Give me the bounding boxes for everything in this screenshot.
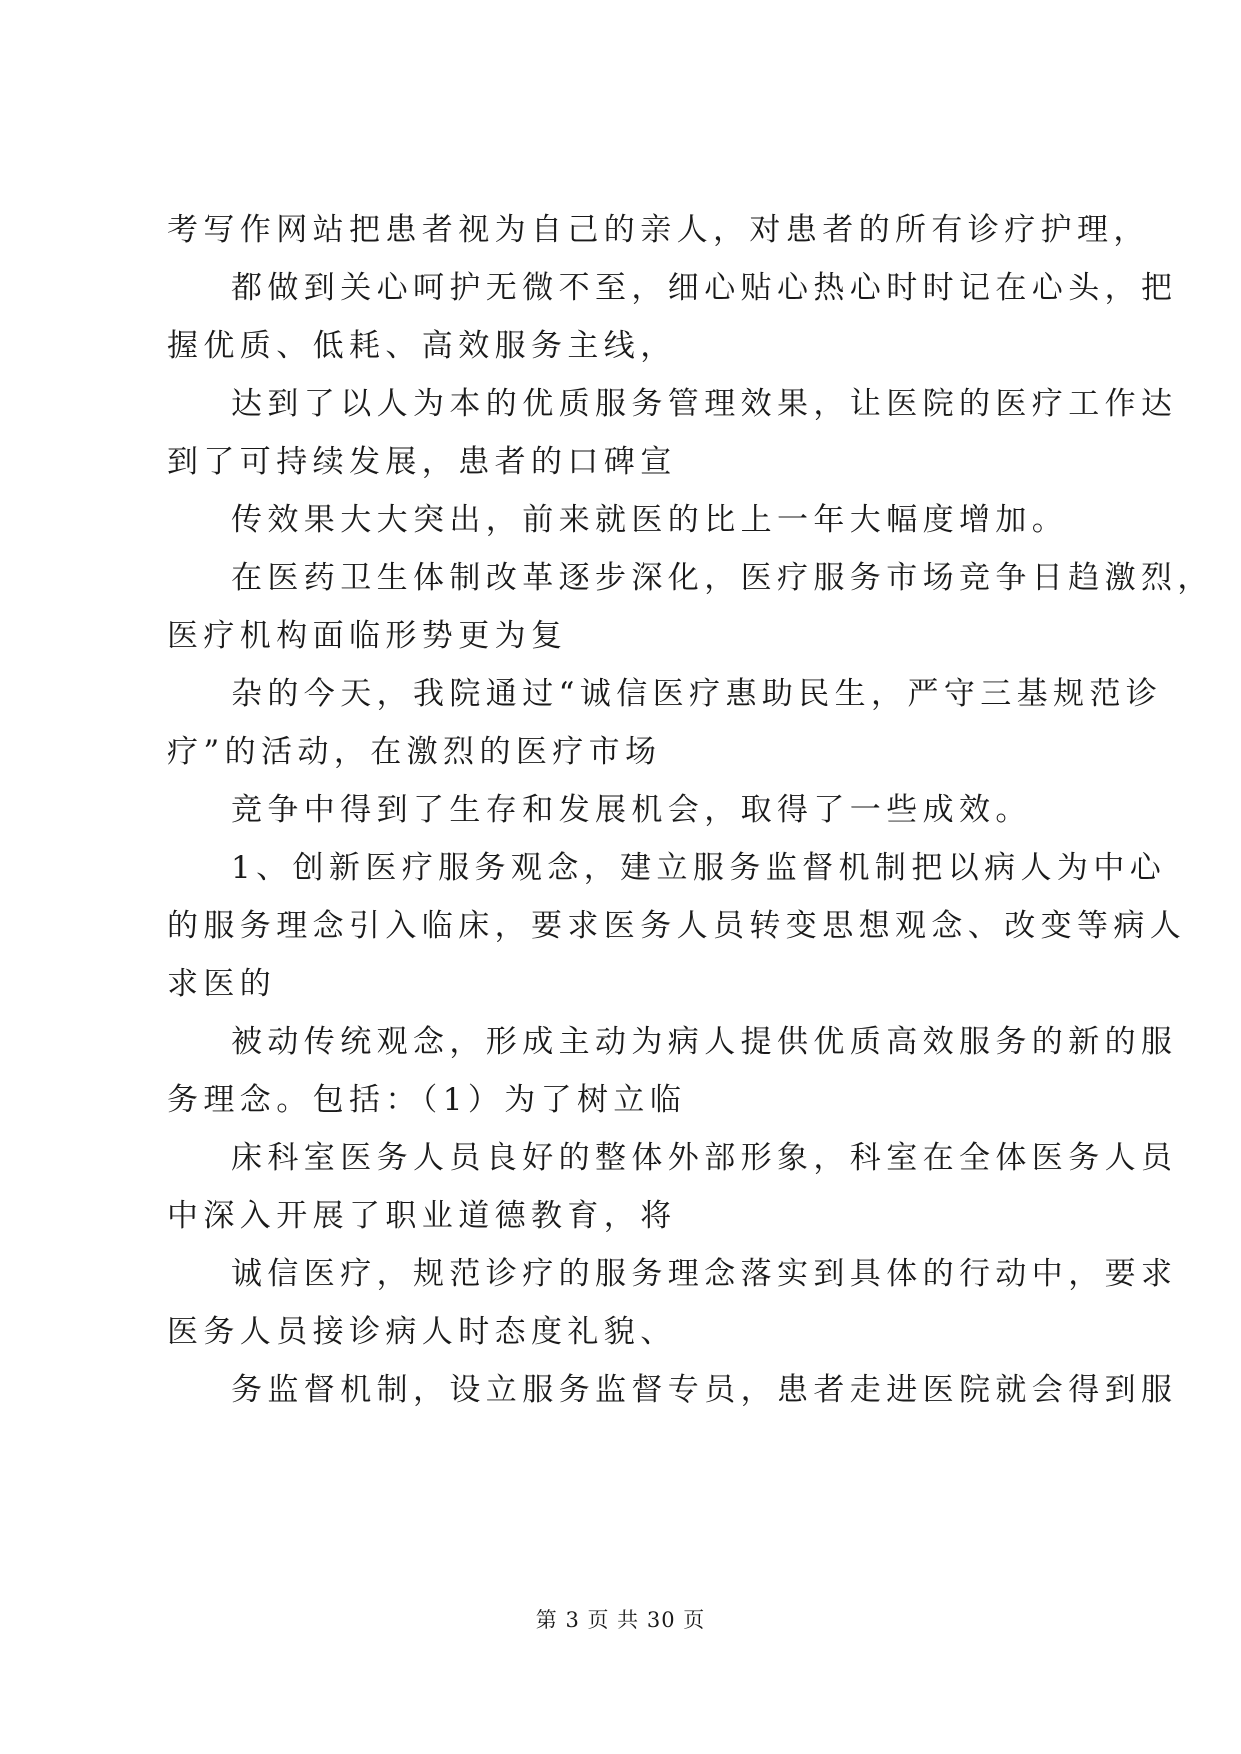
text-line: 疗”的活动，在激烈的医疗市场 [167, 734, 662, 770]
text-line: 竞争中得到了生存和发展机会，取得了一些成效。 [231, 792, 1032, 828]
text-line: 达到了以人为本的优质服务管理效果，让医院的医疗工作达 [231, 386, 1178, 422]
page-number: 第 3 页 共 30 页 [535, 1608, 706, 1632]
text-line: 医疗机构面临形势更为复 [167, 618, 568, 654]
text-line: 考写作网站把患者视为自己的亲人，对患者的所有诊疗护理， [167, 212, 1150, 248]
text-line: 中深入开展了职业道德教育，将 [167, 1198, 677, 1234]
text-line: 务监督机制，设立服务监督专员，患者走进医院就会得到服 [231, 1372, 1178, 1408]
text-line: 医务人员接诊病人时态度礼貌、 [167, 1314, 677, 1350]
text-line: 握优质、低耗、高效服务主线， [167, 328, 677, 364]
text-line: 诚信医疗，规范诊疗的服务理念落实到具体的行动中，要求 [231, 1256, 1178, 1292]
text-line: 1、创新医疗服务观念，建立服务监督机制把以病人为中心 [231, 850, 1167, 886]
text-line: 的服务理念引入临床，要求医务人员转变思想观念、改变等病人 [167, 908, 1187, 944]
text-line: 都做到关心呵护无微不至，细心贴心热心时时记在心头，把 [231, 270, 1178, 306]
text-line: 杂的今天，我院通过“诚信医疗惠助民生，严守三基规范诊 [231, 676, 1163, 712]
text-line: 在医药卫生体制改革逐步深化，医疗服务市场竞争日趋激烈， [231, 560, 1214, 596]
text-line: 求医的 [167, 966, 277, 1002]
text-line: 到了可持续发展，患者的口碑宣 [167, 444, 677, 480]
text-line: 床科室医务人员良好的整体外部形象，科室在全体医务人员 [231, 1140, 1178, 1176]
text-line: 务理念。包括：（1）为了树立临 [167, 1082, 687, 1118]
text-line: 传效果大大突出，前来就医的比上一年大幅度增加。 [231, 502, 1069, 538]
text-line: 被动传统观念，形成主动为病人提供优质高效服务的新的服 [231, 1024, 1178, 1060]
